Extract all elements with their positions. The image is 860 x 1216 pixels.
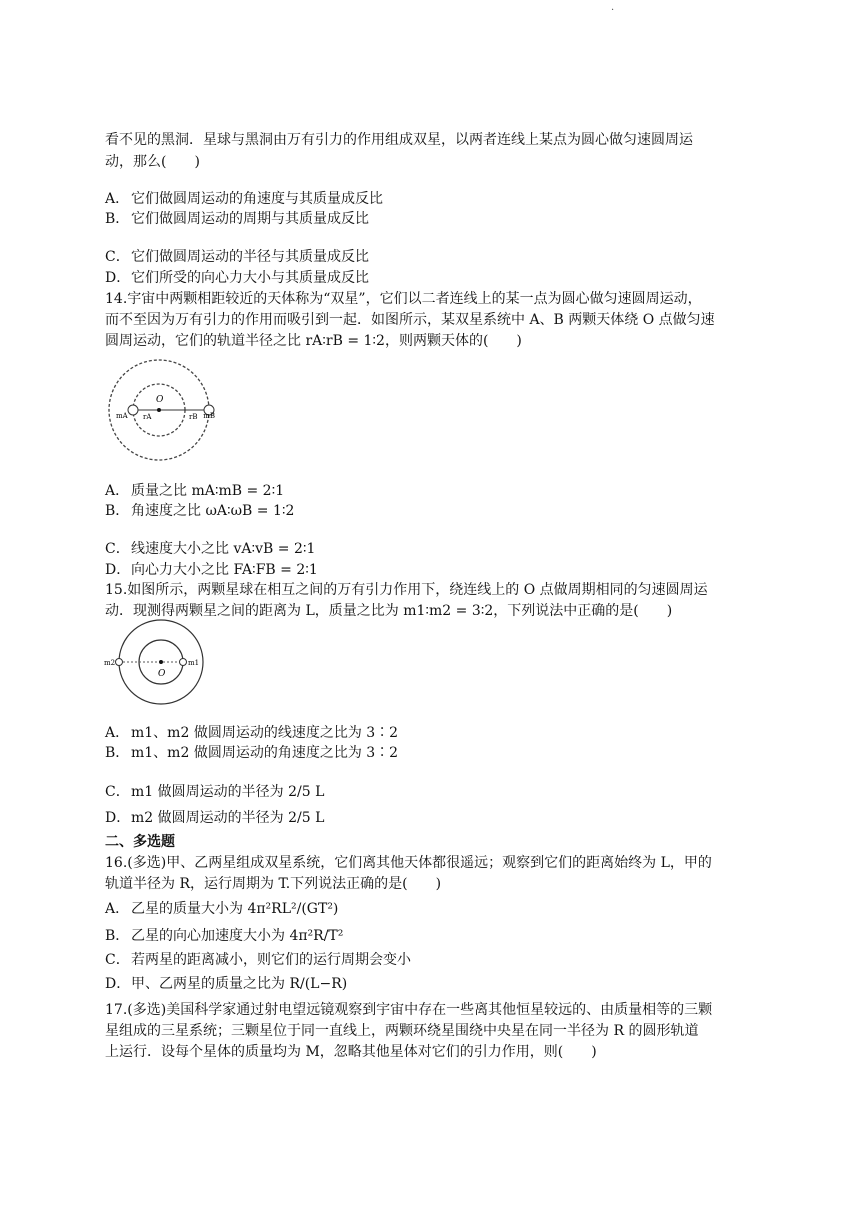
q13-stem-line-2: 动，那么( ) — [105, 154, 200, 170]
q15-label-m2: m2 — [104, 659, 116, 667]
q15-option-c[interactable]: C．m1 做圆周运动的半径为 2/5 L — [105, 784, 325, 800]
q15-label-o: O — [158, 669, 166, 679]
q14-label-ma: mA — [116, 412, 128, 420]
q13-option-a[interactable]: A． 它们做圆周运动的角速度与其质量成反比 — [105, 191, 383, 207]
q14-option-c[interactable]: C．线速度大小之比 vA∶vB = 2∶1 — [105, 541, 316, 557]
q14-figure — [103, 358, 215, 462]
q14-label-mb: mB — [203, 412, 215, 420]
q16-option-a[interactable]: A． 乙星的质量大小为 4π²RL²/(GT²) — [105, 901, 339, 917]
q14-option-b[interactable]: B． 角速度之比 ωA∶ωB = 1∶2 — [105, 503, 295, 519]
section-heading-multiple-choice: 二、多选题 — [105, 834, 175, 850]
q16-stem-line-1: 16.(多选)甲、乙两星组成双星系统，它们离其他天体都很遥远；观察到它们的距离始终为 L，甲的 — [105, 855, 712, 871]
q13-stem-line-1: 看不见的黑洞．星球与黑洞由万有引力的作用组成双星，以两者连线上某点为圆心做匀速圆周运 — [105, 132, 693, 148]
q16-stem-line-2: 轨道半径为 R，运行周期为 T.下列说法正确的是( ) — [105, 876, 442, 892]
q14-stem-line-2: 而不至因为万有引力的作用而吸引到一起．如图所示，某双星系统中 A、B 两颗天体绕 O 点做匀速 — [105, 312, 715, 328]
q14-option-d[interactable]: D．向心力大小之比 FA∶FB = 2∶1 — [105, 562, 318, 578]
q13-option-c[interactable]: C．它们做圆周运动的半径与其质量成反比 — [105, 249, 369, 265]
q16-option-d[interactable]: D．甲、乙两星的质量之比为 R/(L−R) — [105, 976, 348, 992]
q14-label-rb: rB — [189, 413, 198, 421]
q15-star-m2 — [116, 659, 123, 666]
q15-figure — [103, 617, 215, 709]
q14-option-a[interactable]: A． 质量之比 mA∶mB = 2∶1 — [105, 483, 285, 499]
q15-center-point — [159, 660, 163, 664]
q13-option-b[interactable]: B． 它们做圆周运动的周期与其质量成反比 — [105, 211, 369, 227]
corner-mark: · — [611, 5, 615, 16]
q14-stem-line-1: 14.宇宙中两颗相距较近的天体称为“双星”，它们以二者连线上的某一点为圆心做匀速圆周运动， — [105, 291, 702, 307]
q17-stem-line-1: 17.(多选)美国科学家通过射电望远镜观察到宇宙中存在一些离其他恒星较远的、由质量相等的三颗 — [105, 1002, 713, 1018]
q15-label-m1: m1 — [188, 659, 200, 667]
q14-label-ra: rA — [143, 413, 152, 421]
q15-option-a[interactable]: A． m1、m2 做圆周运动的线速度之比为 3∶2 — [105, 725, 399, 741]
q15-stem-line-2: 动．现测得两颗星之间的距离为 L，质量之比为 m1∶m2 = 3∶2，下列说法中正确的是( ) — [105, 603, 673, 619]
q15-option-b[interactable]: B． m1、m2 做圆周运动的角速度之比为 3∶2 — [105, 745, 399, 761]
q17-stem-line-3: 上运行．设每个星体的质量均为 M，忽略其他星体对它们的引力作用，则( ) — [105, 1044, 597, 1060]
q16-option-b[interactable]: B． 乙星的向心加速度大小为 4π²R/T² — [105, 928, 344, 944]
q14-center-point — [157, 408, 161, 412]
q14-star-a — [128, 405, 138, 415]
q17-stem-line-2: 星组成的三星系统；三颗星位于同一直线上，两颗环绕星围绕中央星在同一半径为 R 的圆形轨道 — [105, 1023, 699, 1039]
q14-label-o: O — [156, 395, 164, 405]
q15-stem-line-1: 15.如图所示，两颗星球在相互之间的万有引力作用下，绕连线上的 O 点做周期相同的匀速圆周运 — [105, 582, 708, 598]
q14-stem-line-3: 圆周运动，它们的轨道半径之比 rA∶rB = 1∶2，则两颗天体的( ) — [105, 333, 522, 349]
q15-star-m1 — [180, 659, 187, 666]
q16-option-c[interactable]: C．若两星的距离减小，则它们的运行周期会变小 — [105, 952, 411, 968]
q13-option-d[interactable]: D．它们所受的向心力大小与其质量成反比 — [105, 270, 369, 286]
q15-option-d[interactable]: D．m2 做圆周运动的半径为 2/5 L — [105, 810, 325, 826]
